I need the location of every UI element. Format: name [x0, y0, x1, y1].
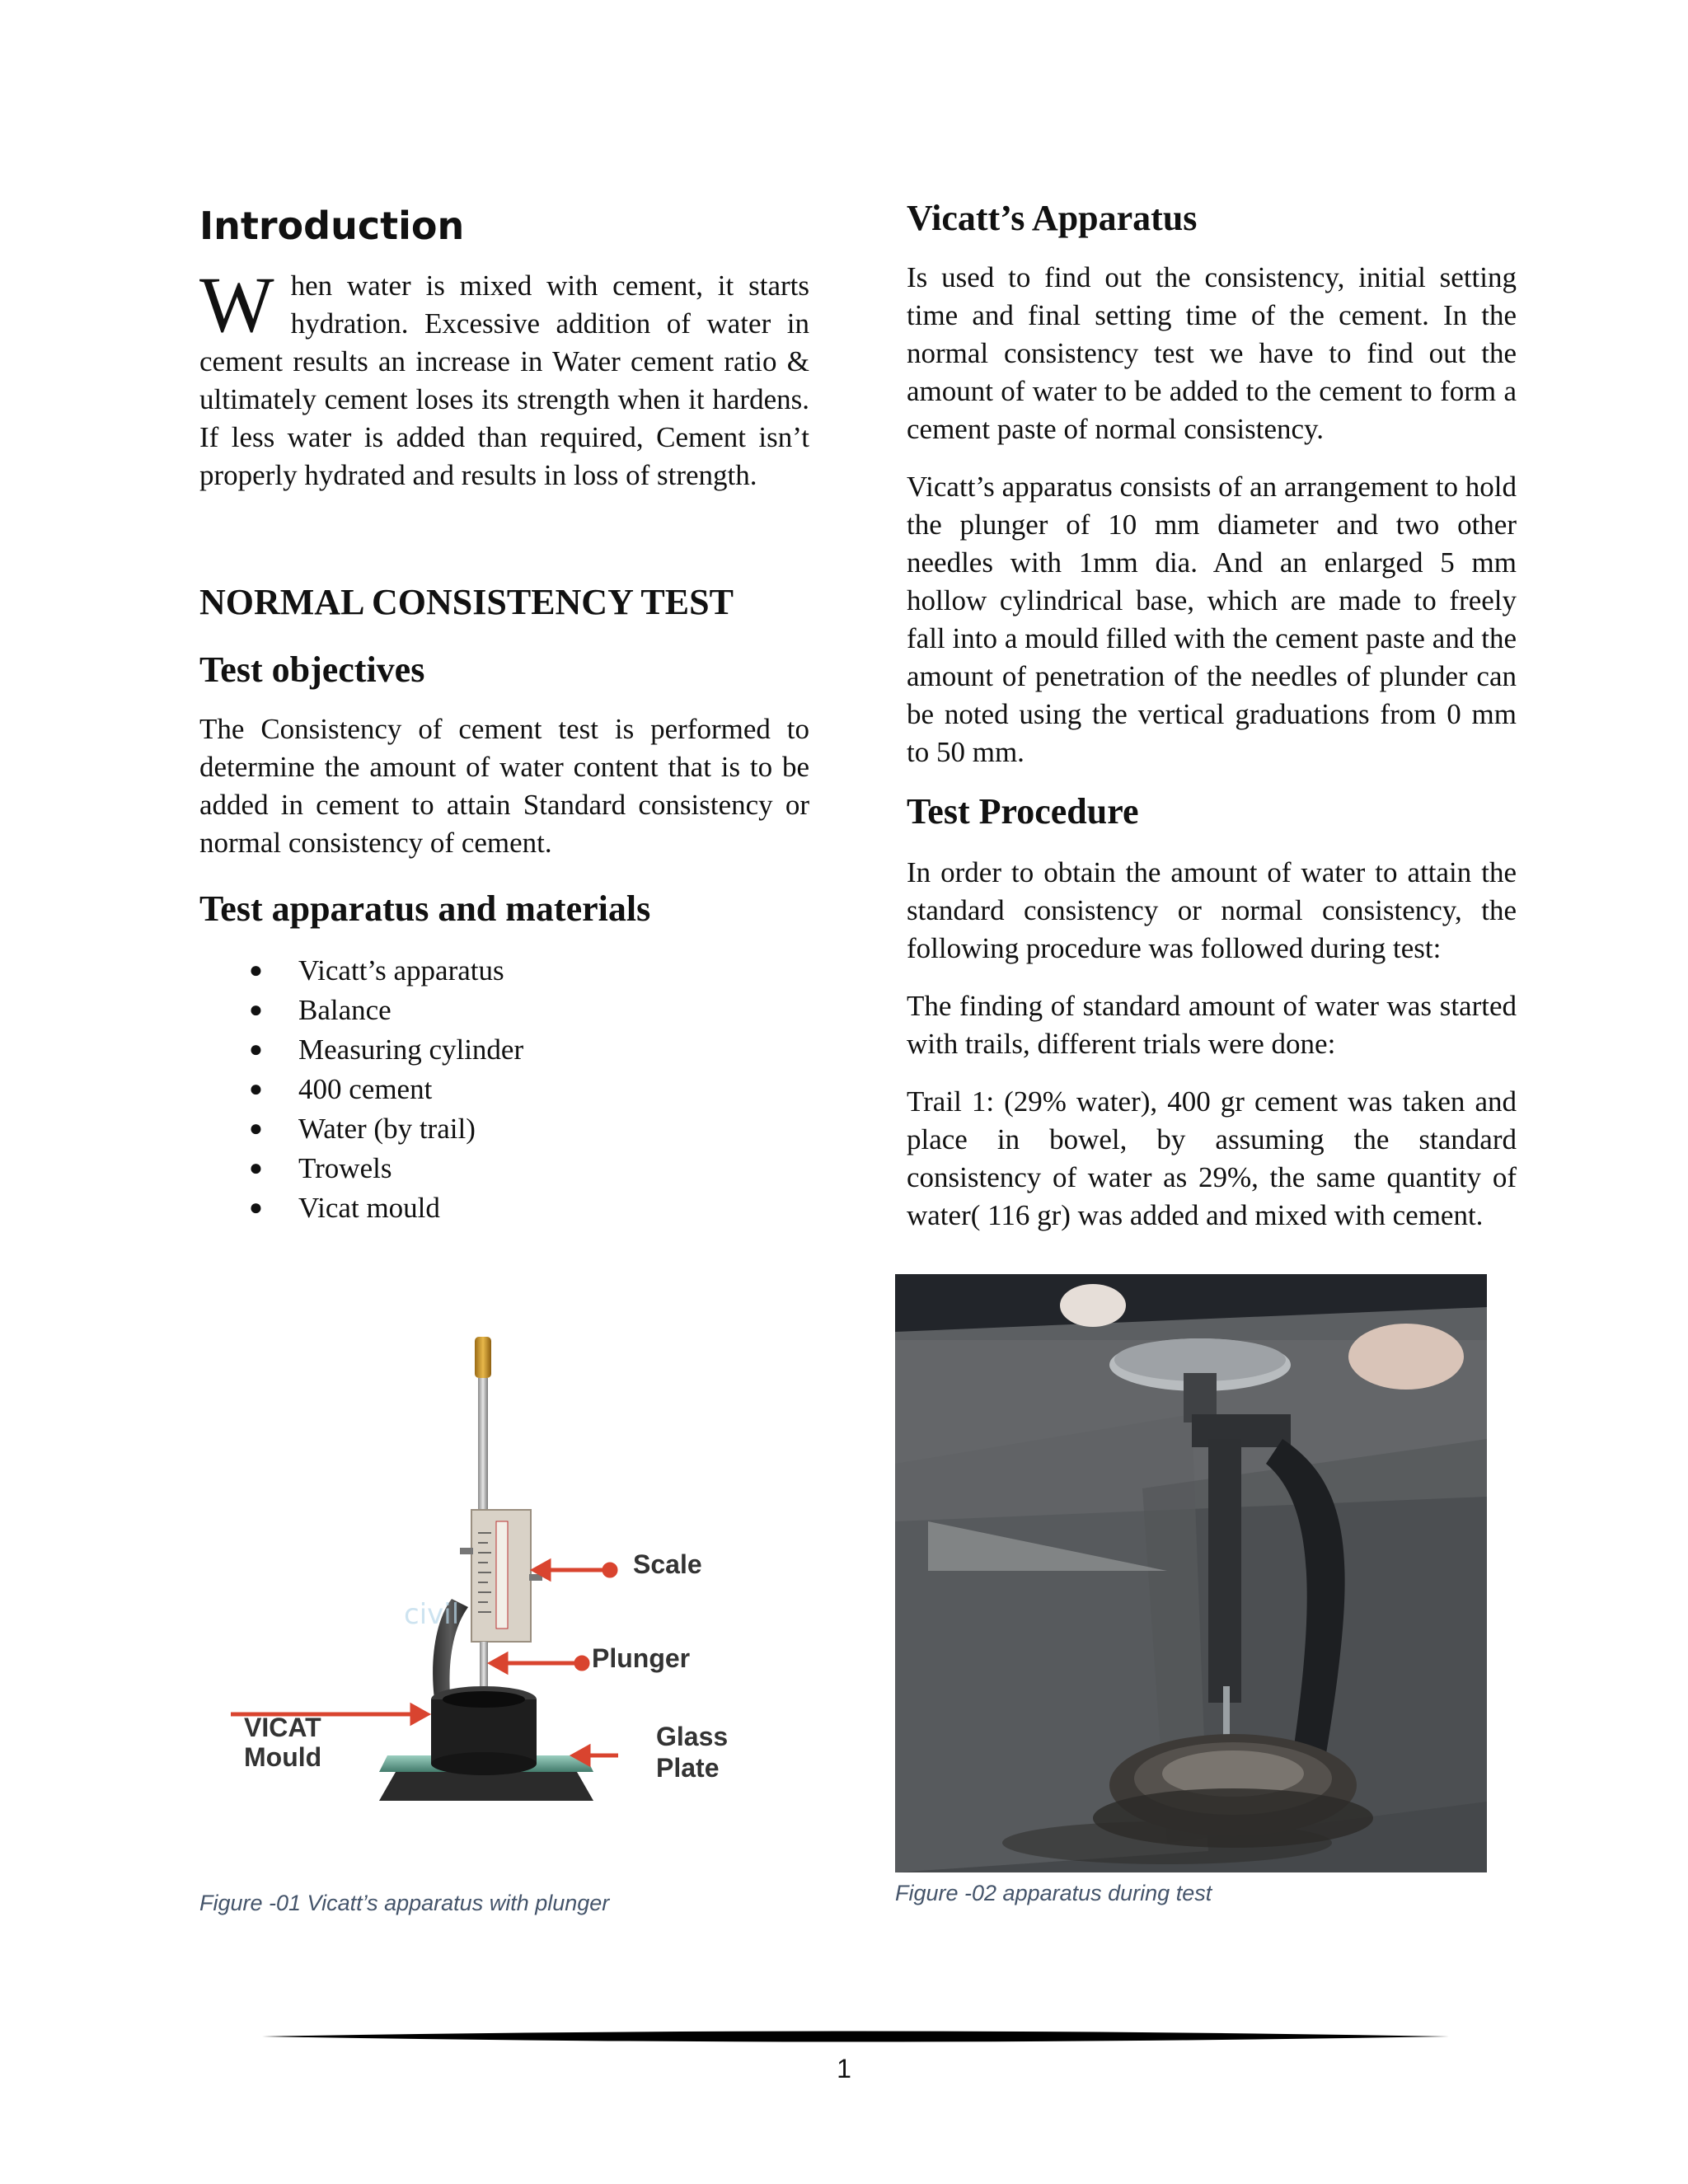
- label-plunger: Plunger: [592, 1643, 691, 1673]
- list-item: ● Measuring cylinder: [249, 1030, 809, 1070]
- list-item: ● Vicat mould: [249, 1188, 809, 1228]
- list-item: ● Water (by trail): [249, 1109, 809, 1149]
- vicatt-paragraph-2: Vicatt’s apparatus consists of an arrangement to hold the plunger of 10 mm diameter and two other needles with 1mm dia. And an enlarged 5 mm hollow cylindrical base, which are made to freely fall into a mould filled with the cement paste and the amount of penetration of the needles of plunder can be noted using the vertical graduations from 0 mm to 50 mm.: [907, 471, 1517, 768]
- figure-apparatus-photo: [895, 1274, 1487, 1872]
- left-column: [199, 198, 809, 1228]
- footer-divider: [262, 2029, 1449, 2044]
- bullet-icon: ●: [249, 1195, 263, 1221]
- svg-text:civil: civil: [404, 1598, 460, 1631]
- bullet-icon: ●: [249, 997, 263, 1023]
- figure-vicat-diagram: [231, 1327, 742, 1830]
- test-apparatus-heading: Test apparatus and materials: [199, 888, 651, 929]
- procedure-paragraph-2: The finding of standard amount of water was started with trails, different trials were done:: [907, 990, 1517, 1060]
- test-objectives-paragraph: The Consistency of cement test is performed to determine the amount of water content that is to be added in cement to attain Standard consistency or normal consistency of cement.: [199, 713, 809, 859]
- vicatts-apparatus-heading: Vicatt’s Apparatus: [907, 198, 1198, 238]
- bullet-icon: ●: [249, 1155, 263, 1181]
- test-procedure-heading: Test Procedure: [907, 791, 1139, 832]
- apparatus-photo-illustration: [895, 1274, 1487, 1872]
- bullet-icon: ●: [249, 1076, 263, 1102]
- list-item: ● Balance: [249, 991, 809, 1030]
- procedure-paragraph-3: Trail 1: (29% water), 400 gr cement was taken and place in bowel, by assuming the standard consistency of water as 29%, the same quantity of water( 116 gr) was added and mixed with cement.: [907, 1085, 1517, 1231]
- bullet-icon: ●: [249, 958, 263, 983]
- label-glass-plate: Glass Plate: [656, 1722, 729, 1783]
- apparatus-list: [199, 951, 809, 1228]
- drop-cap: W: [199, 260, 274, 349]
- label-scale: Scale: [633, 1549, 702, 1579]
- figure-1-caption: Figure -01 Vicatt’s apparatus with plunger: [199, 1891, 610, 1915]
- right-column: [907, 196, 1517, 1235]
- list-item: ● 400 cement: [249, 1070, 809, 1109]
- introduction-heading: Introduction: [199, 204, 465, 248]
- vicatt-paragraph-1: Is used to find out the consistency, initial setting time and final setting time of the cement. In the normal consistency test we have to find out the amount of water to be added to the cement to form a cement paste of normal consistency.: [907, 261, 1517, 445]
- list-item: ● Trowels: [249, 1149, 809, 1188]
- bullet-icon: ●: [249, 1037, 263, 1062]
- normal-consistency-heading: NORMAL CONSISTENCY TEST: [199, 582, 734, 622]
- introduction-paragraph-wrap: [199, 260, 809, 494]
- page-number: 1: [837, 2054, 851, 2083]
- introduction-paragraph: hen water is mixed with cement, it starts hydration. Excessive addition of water in cement results an increase in Water cement ratio & ultimately cement loses its strength when it hardens. If less water is added than required, Cement isn’t properly hydrated and results in loss of strength.: [199, 269, 809, 491]
- list-item: ● Vicatt’s apparatus: [249, 951, 809, 991]
- bullet-icon: ●: [249, 1116, 263, 1141]
- label-vicat-mould: VICAT Mould: [244, 1713, 322, 1772]
- procedure-paragraph-1: In order to obtain the amount of water to attain the standard consistency or normal consistency, the following procedure was followed during test:: [907, 856, 1517, 964]
- test-objectives-heading: Test objectives: [199, 649, 425, 690]
- figure-2-caption: Figure -02 apparatus during test: [895, 1881, 1212, 1905]
